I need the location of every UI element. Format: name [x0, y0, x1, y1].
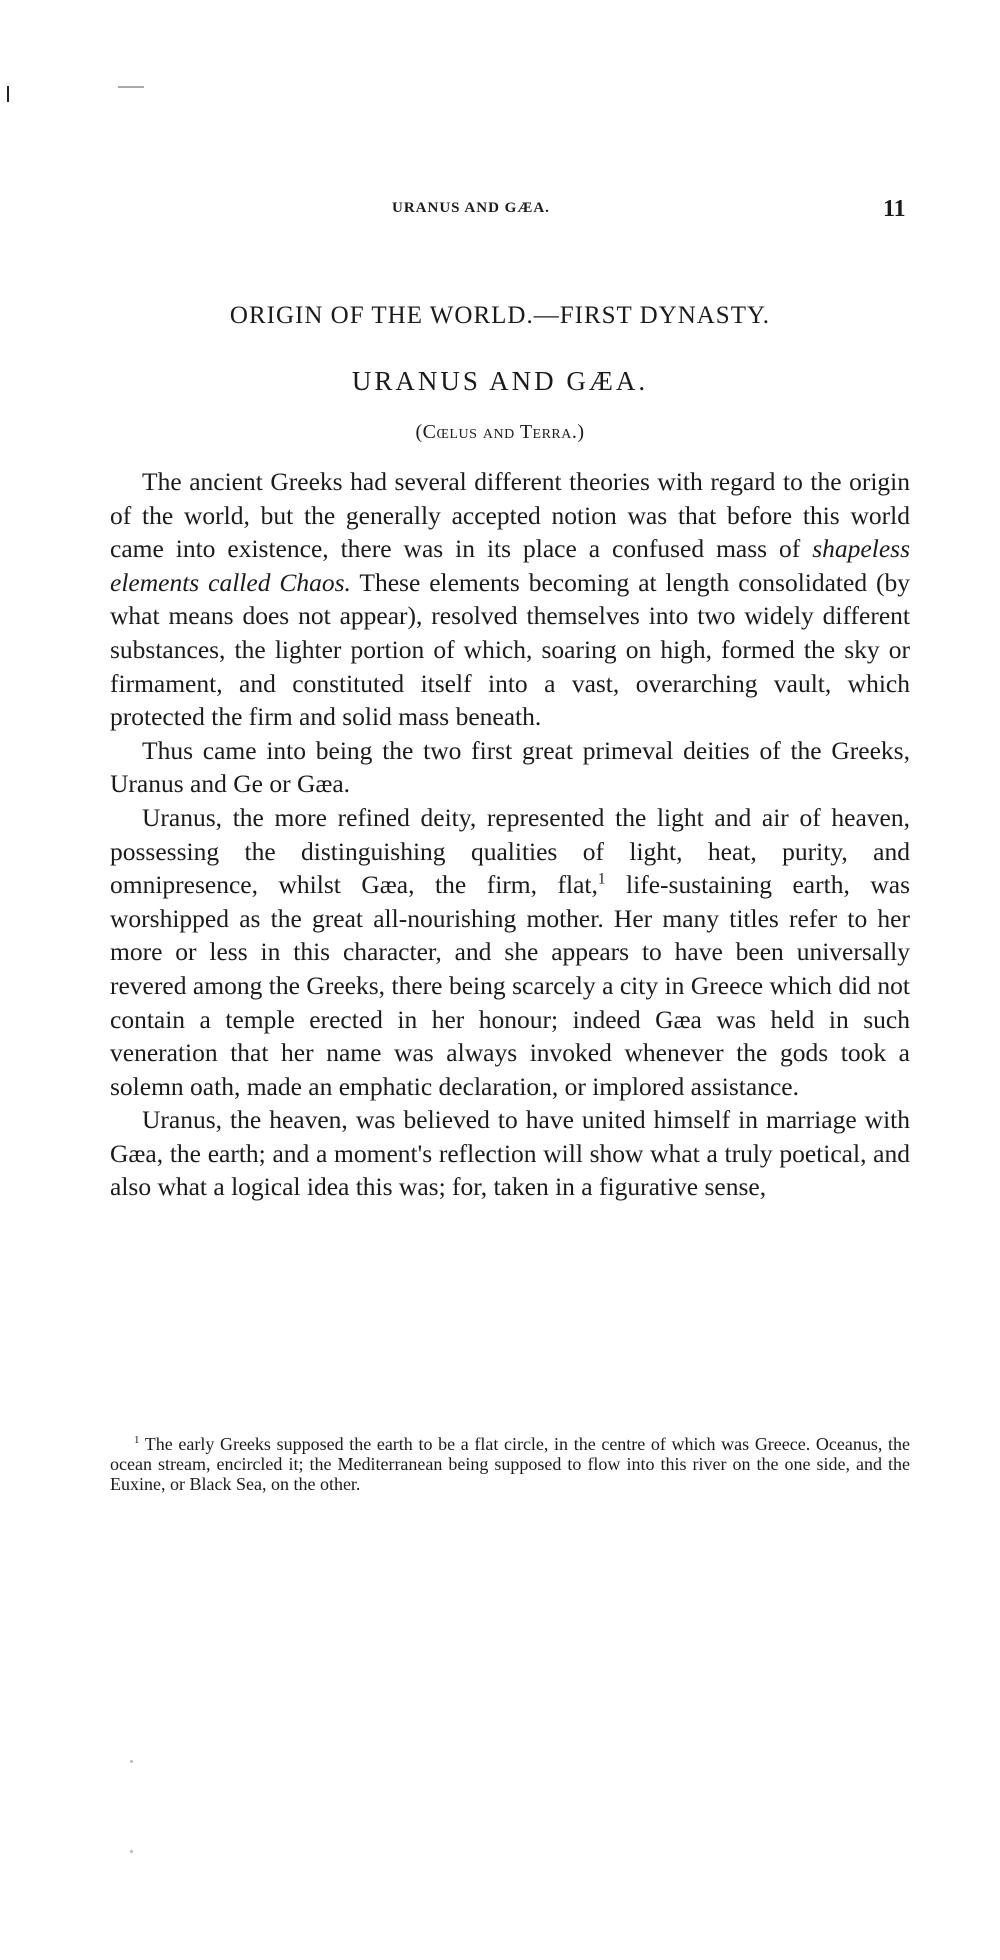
- section-title: ORIGIN OF THE WORLD.—FIRST DYNASTY.: [229, 302, 771, 329]
- paragraph: [110, 801, 910, 1103]
- paragraph: [110, 734, 910, 801]
- paragraph: [110, 465, 910, 734]
- footnote-text: The early Greeks supposed the earth to be a flat circle, in the centre of which was Greece. Oceanus, the ocean stream, encircled it; the Mediterranean being supposed to flow into this river on the one side, and the Euxine, or Black Sea, on the other.: [110, 1434, 910, 1494]
- scan-speck: [130, 1850, 133, 1853]
- chapter-subtitle: (Cœlus and Terra.): [415, 421, 585, 443]
- paragraph-text: Thus came into being the two first great primeval deities of the Greeks, Uranus and Ge or Gæa.: [110, 735, 910, 799]
- paragraph-text: Uranus, the heaven, was believed to have united himself in marriage with Gæa, the earth; and a moment's reflection will show what a truly poetical, and also what a logical idea this was; for, taken in a figurative sense,: [110, 1105, 910, 1202]
- body-text: [110, 465, 910, 1204]
- paragraph-text: Uranus, the more refined deity, represented the light and air of heaven, possessing the distinguishing qualities of light, heat, purity, and omnipresence, whilst Gæa, the firm, flat,: [110, 802, 910, 900]
- footnote: [110, 1434, 910, 1494]
- paragraph-text: The ancient Greeks had several different theories with regard to the origin of the world, but the generally accepted notion was that before this world came into existence, there was in its place a confused mass of: [110, 467, 910, 564]
- paragraph-text: These elements becoming at length consolidated (by what means does not appear), resolved themselves into two widely different substances, the lighter portion of which, soaring on high, formed the sky or firmament, and constituted itself into a vast, overarching vault, which protected the firm and solid mass beneath.: [110, 567, 910, 732]
- scan-mark: [118, 86, 144, 88]
- italic-text: shapeless elements called Chaos.: [110, 534, 910, 597]
- chapter-title: URANUS AND GÆA.: [351, 366, 649, 396]
- paragraph: [110, 1103, 910, 1204]
- scan-speck: [130, 1760, 133, 1763]
- footnote-paragraph: [110, 1434, 910, 1494]
- paragraph-text: life-sustaining earth, was worshipped as the great all-nourishing mother. Her many titles refer to her more or less in this character, and she appears to have been universally revered among the Greeks, there being scarcely a city in Greece which did not contain a temple erected in her honour; indeed Gæa was held in such veneration that her name was always invoked whenever the gods took a solemn oath, made an emphatic declaration, or implored assistance.: [110, 870, 910, 1101]
- running-head: URANUS AND GÆA.: [392, 200, 550, 216]
- page-number: 11: [883, 196, 906, 222]
- scan-mark: [7, 86, 9, 102]
- footnote-reference[interactable]: 1: [597, 870, 606, 888]
- footnote-marker: 1: [134, 1434, 140, 1446]
